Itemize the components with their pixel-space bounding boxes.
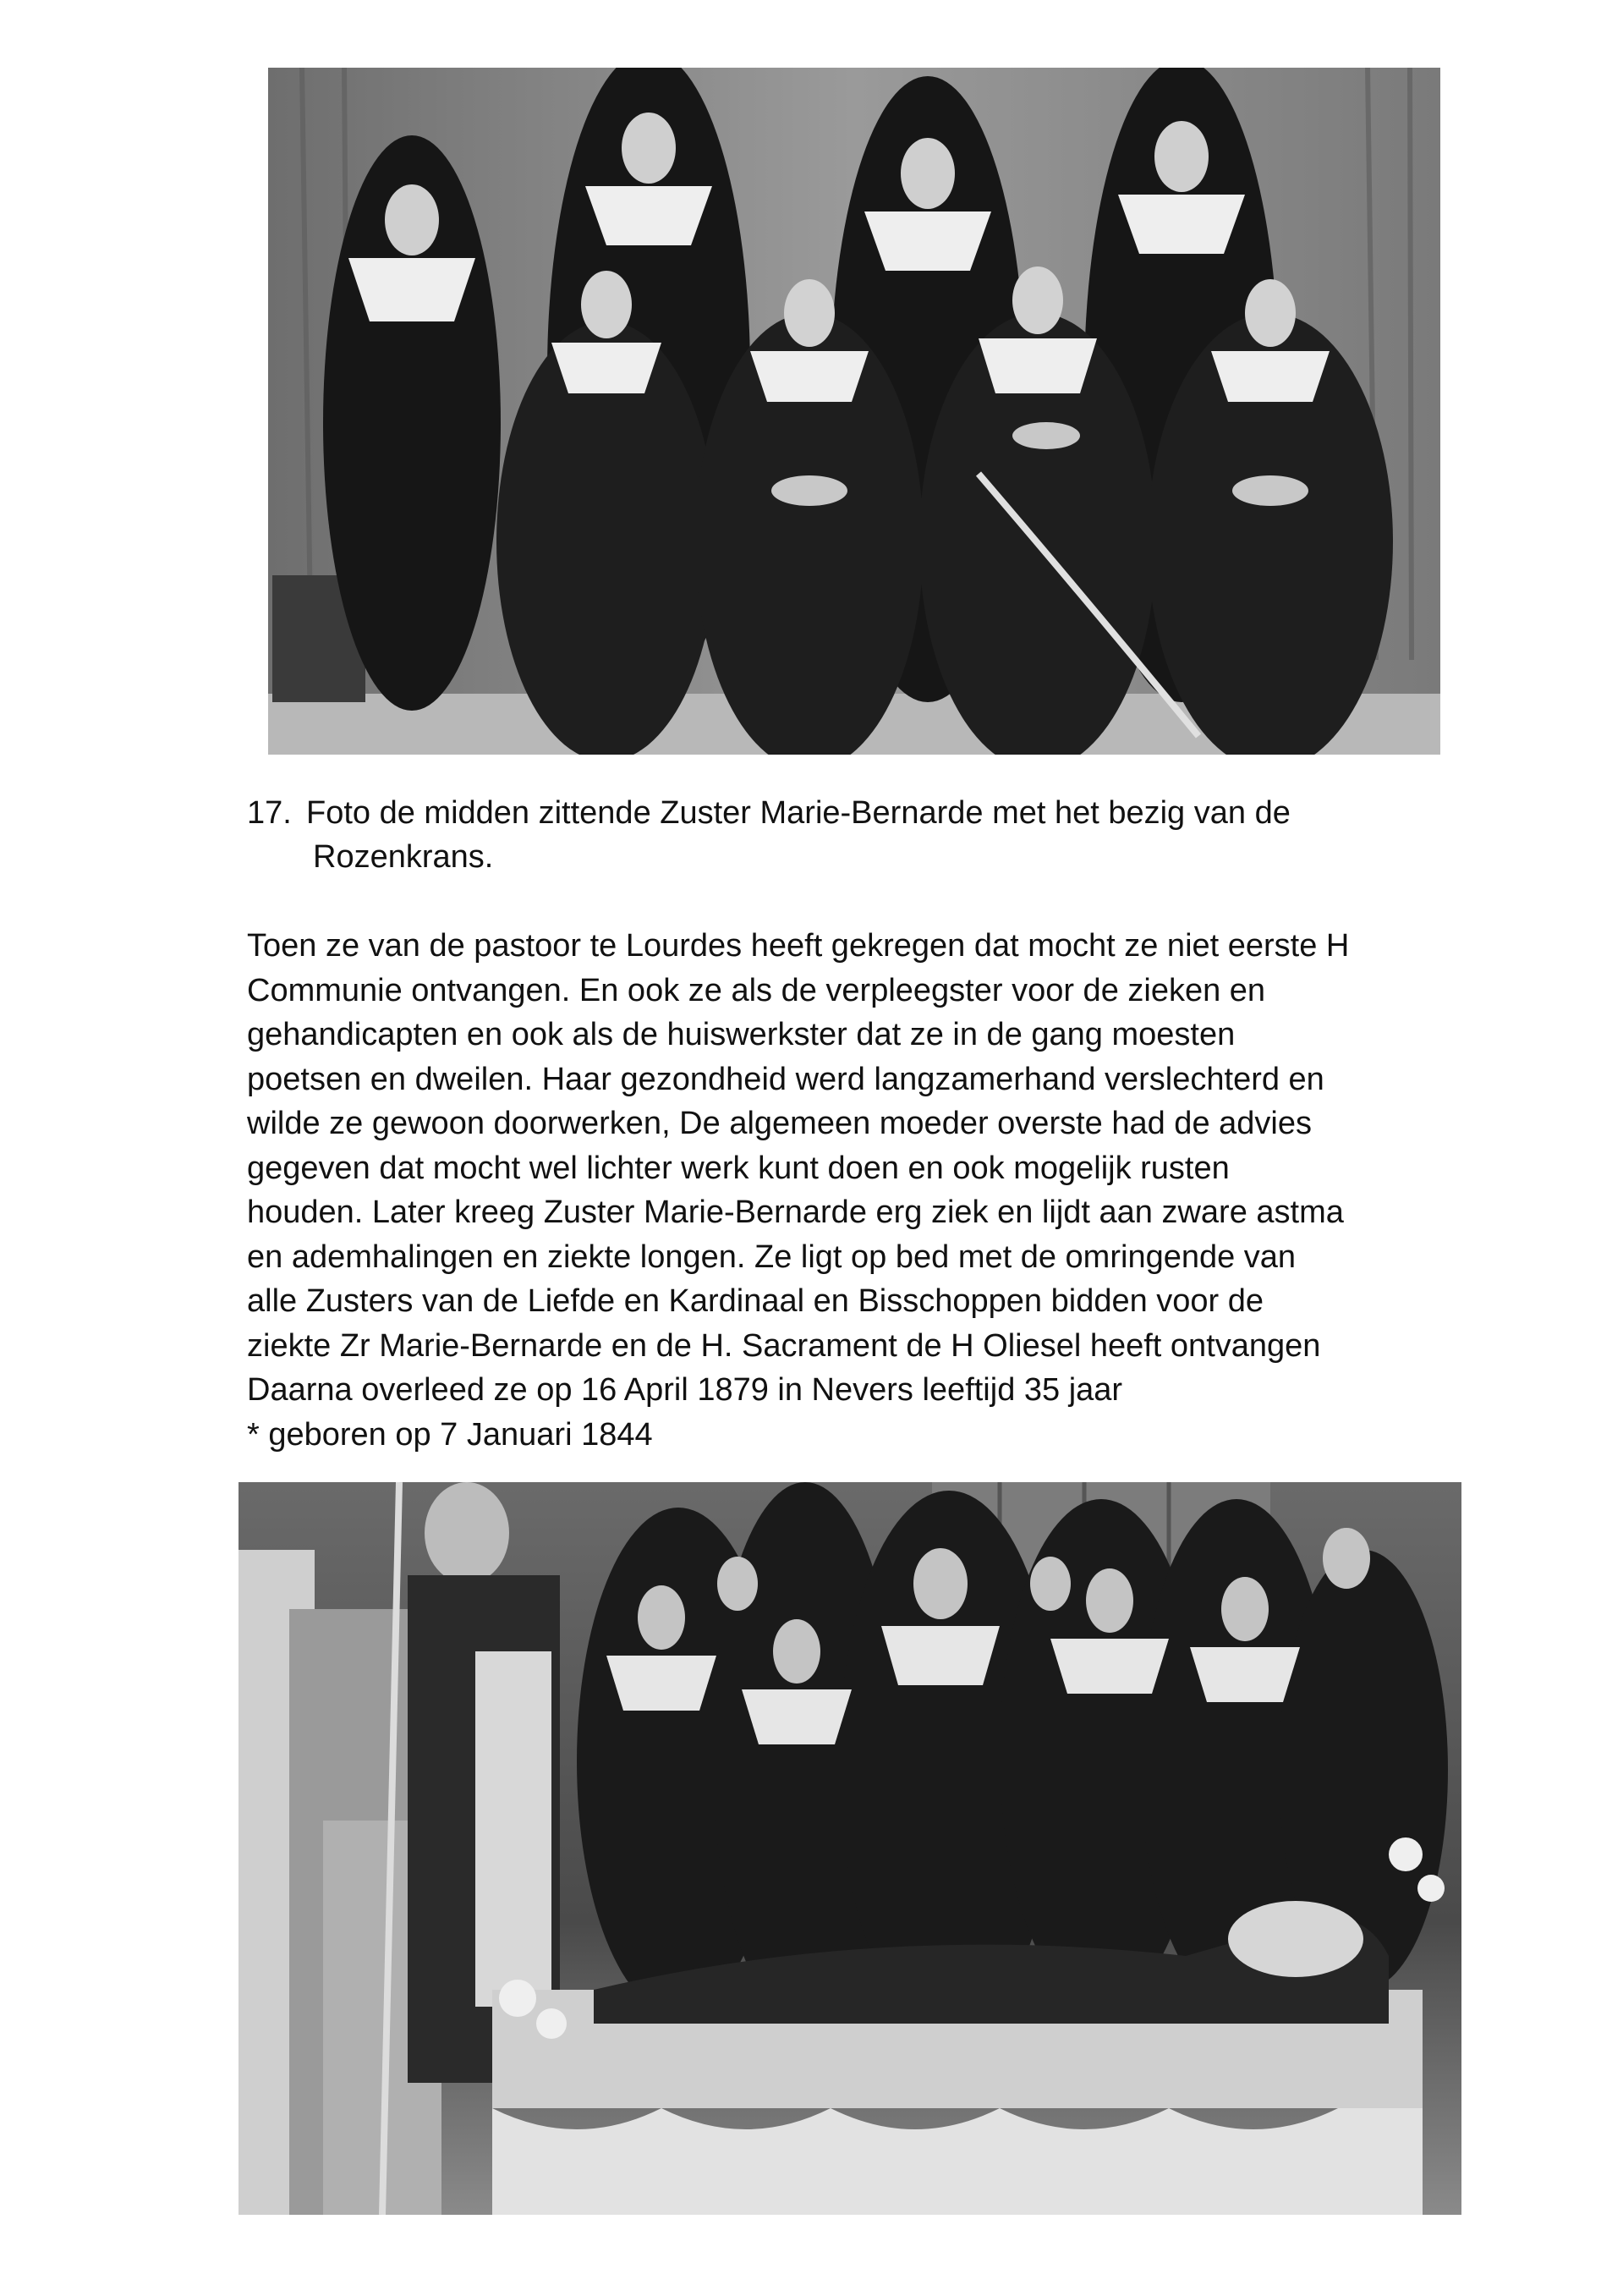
body-paragraph — [247, 924, 1549, 1457]
caption-line-2: Rozenkrans. — [313, 839, 494, 875]
group-portrait-photo — [268, 68, 1440, 755]
deathbed-photo — [239, 1482, 1461, 2215]
body-line: poetsen en dweilen. Haar gezondheid werd langzamerhand verslechterd en — [247, 1061, 1324, 1097]
body-line: Toen ze van de pastoor te Lourdes heeft gekregen dat mocht ze niet eerste H — [247, 928, 1350, 964]
caption-number: 17. — [247, 795, 292, 831]
body-line: houden. Later kreeg Zuster Marie-Bernarde erg ziek en lijdt aan zware astma — [247, 1195, 1344, 1230]
body-line: gegeven dat mocht wel lichter werk kunt doen en ook mogelijk rusten — [247, 1150, 1230, 1186]
body-line: ziekte Zr Marie-Bernarde en de H. Sacrament de H Oliesel heeft ontvangen — [247, 1327, 1321, 1364]
body-line: Daarna overleed ze op 16 April 1879 in Nevers leeftijd 35 jaar — [247, 1372, 1123, 1408]
caption-line-1: Foto de midden zittende Zuster Marie-Bernarde met het bezig van de — [306, 795, 1291, 831]
deathbed-illustration — [239, 1482, 1461, 2215]
body-line: alle Zusters van de Liefde en Kardinaal en Bisschoppen bidden voor de — [247, 1283, 1264, 1319]
birth-date-note: * geboren op 7 Januari 1844 — [247, 1416, 653, 1453]
body-line: wilde ze gewoon doorwerken, De algemeen moeder overste had de advies — [247, 1106, 1312, 1141]
body-line: Communie ontvangen. En ook ze als de verpleegster voor de zieken en — [247, 972, 1266, 1008]
photo-caption — [247, 791, 1499, 879]
body-line: gehandicapten en ook als de huiswerkster dat ze in de gang moesten — [247, 1017, 1236, 1052]
body-line: en ademhalingen en ziekte longen. Ze ligt op bed met de omringende van — [247, 1239, 1297, 1275]
group-portrait-illustration — [268, 68, 1440, 755]
